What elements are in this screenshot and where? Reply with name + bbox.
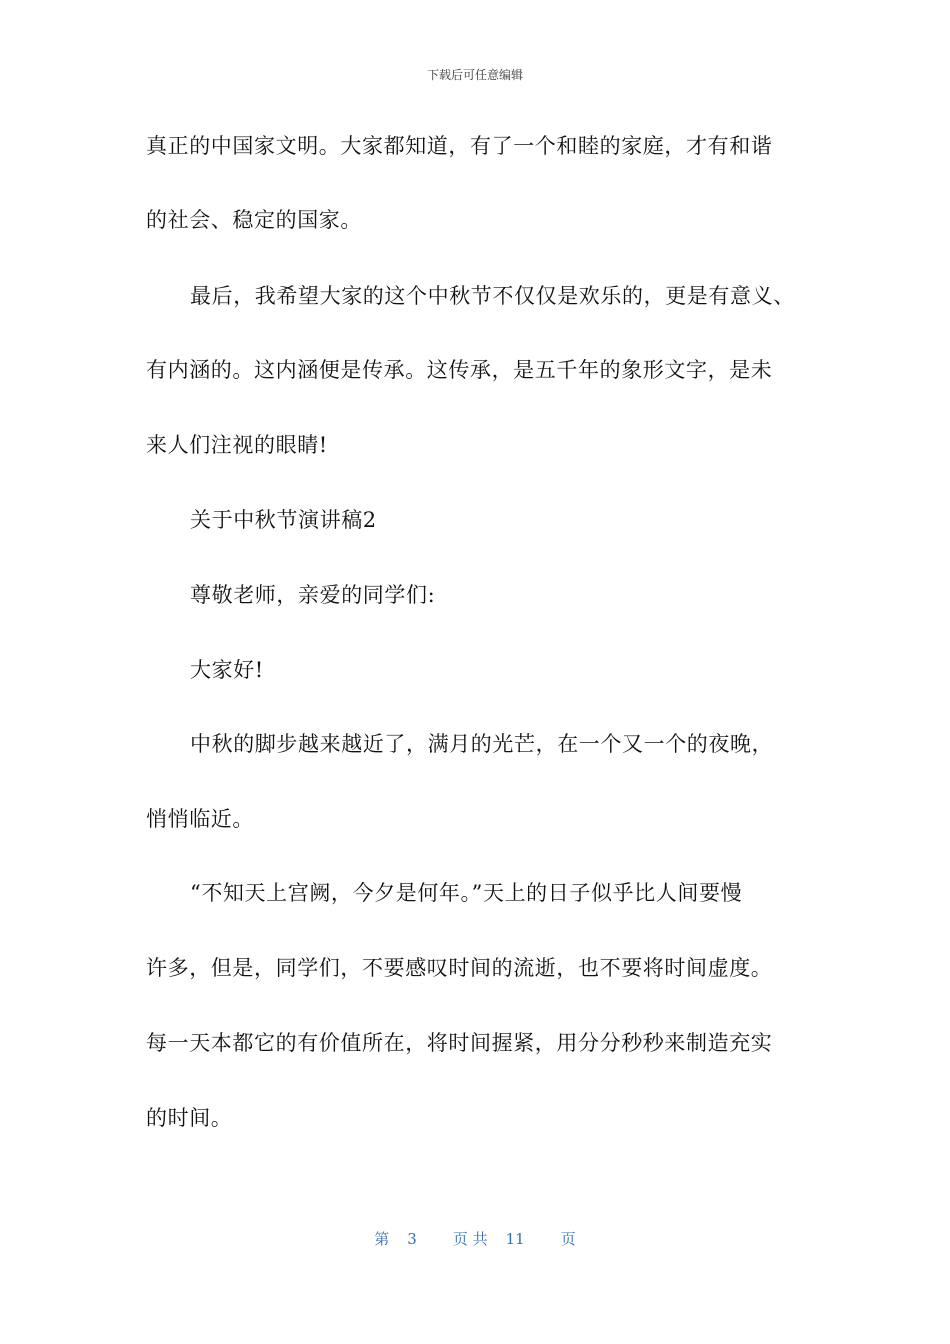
page-header: 下载后可任意编辑 bbox=[426, 68, 523, 82]
footer-middle: 页 共 bbox=[452, 1230, 488, 1248]
body-line: 来人们注视的眼睛! bbox=[146, 433, 328, 457]
body-line: 许多，但是，同学们，不要感叹时间的流逝，也不要将时间虚度。 bbox=[146, 956, 773, 980]
greeting-line: 大家好! bbox=[190, 658, 264, 682]
body-line: 悄悄临近。 bbox=[146, 807, 254, 831]
section-title: 关于中秋节演讲稿2 bbox=[190, 508, 377, 532]
body-line: 每一天本都它的有价值所在，将时间握紧，用分分秒秒来制造充实 bbox=[146, 1031, 773, 1055]
body-line: 的社会、稳定的国家。 bbox=[146, 208, 362, 232]
footer-suffix: 页 bbox=[560, 1230, 576, 1248]
body-line: 有内涵的。这内涵便是传承。这传承，是五千年的象形文字，是未 bbox=[146, 358, 773, 382]
salutation-line: 尊敬老师，亲爱的同学们: bbox=[190, 583, 436, 607]
total-page-number: 11 bbox=[505, 1230, 525, 1248]
paragraph-line: 最后，我希望大家的这个中秋节不仅仅是欢乐的，更是有意义、 bbox=[190, 284, 795, 308]
footer-prefix: 第 bbox=[374, 1230, 390, 1248]
page-number-footer bbox=[0, 1228, 950, 1249]
paragraph-line: 中秋的脚步越来越近了，满月的光芒，在一个又一个的夜晚， bbox=[190, 732, 774, 756]
body-line: 的时间。 bbox=[146, 1106, 233, 1130]
current-page-number: 3 bbox=[407, 1230, 417, 1248]
paragraph-line: “不知天上宫阙，今夕是何年。”天上的日子似乎比人间要慢 bbox=[190, 881, 743, 905]
body-line: 真正的中国家文明。大家都知道，有了一个和睦的家庭，才有和谐 bbox=[146, 134, 773, 158]
